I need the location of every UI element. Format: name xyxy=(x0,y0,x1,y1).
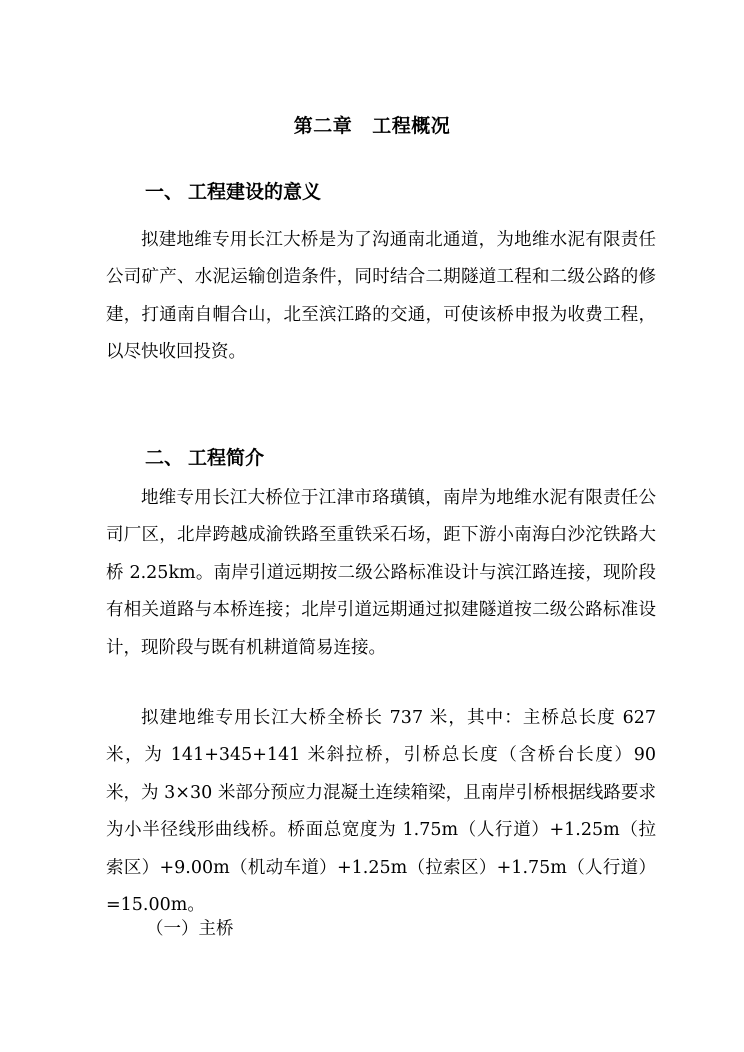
section-number: 二、 xyxy=(145,447,184,469)
subsection-main-bridge: （一）主桥 xyxy=(146,919,234,939)
paragraph-dimensions: 拟建地维专用长江大桥全桥长 737 米，其中：主桥总长度 627 米，为 141+345+141 米斜拉桥，引桥总长度（含桥台长度）90 米，为 3×30 米部分预应力混凝土连续箱梁，且南岸引桥根据线路要求为小半径线形曲线桥。桥面总宽度为 1.75m（人行道）+1.25m（拉索区）+9.00m（机动车道）+1.25m（拉索区）+1.75m（人行道）=15.00m。 xyxy=(106,708,656,916)
chapter-title-text: 工程概况 xyxy=(372,115,451,137)
chapter-title xyxy=(0,112,744,140)
paragraph-significance: 拟建地维专用长江大桥是为了沟通南北通道，为地维水泥有限责任公司矿产、水泥运输创造条件，同时结合二期隧道工程和二级公路的修建，打通南自帽合山，北至滨江路的交通，可使该桥申报为收费工程，以尽快收回投资。 xyxy=(106,230,656,363)
paragraph-location: 地维专用长江大桥位于江津市珞璜镇，南岸为地维水泥有限责任公司厂区，北岸跨越成渝铁路至重铁采石场，距下游小南海白沙沱铁路大桥 2.25km。南岸引道远期按二级公路标准设计与滨江路连接，现阶段有相关道路与本桥连接；北岸引道远期通过拟建隧道按二级公路标准设计，现阶段与既有机耕道简易连接。 xyxy=(106,488,656,658)
section-heading-overview xyxy=(145,444,264,472)
chapter-number: 第二章 xyxy=(293,115,353,137)
section-heading-significance xyxy=(145,178,321,206)
section-title: 工程简介 xyxy=(188,447,265,469)
section-number: 一、 xyxy=(145,181,184,203)
section-title: 工程建设的意义 xyxy=(188,181,322,203)
